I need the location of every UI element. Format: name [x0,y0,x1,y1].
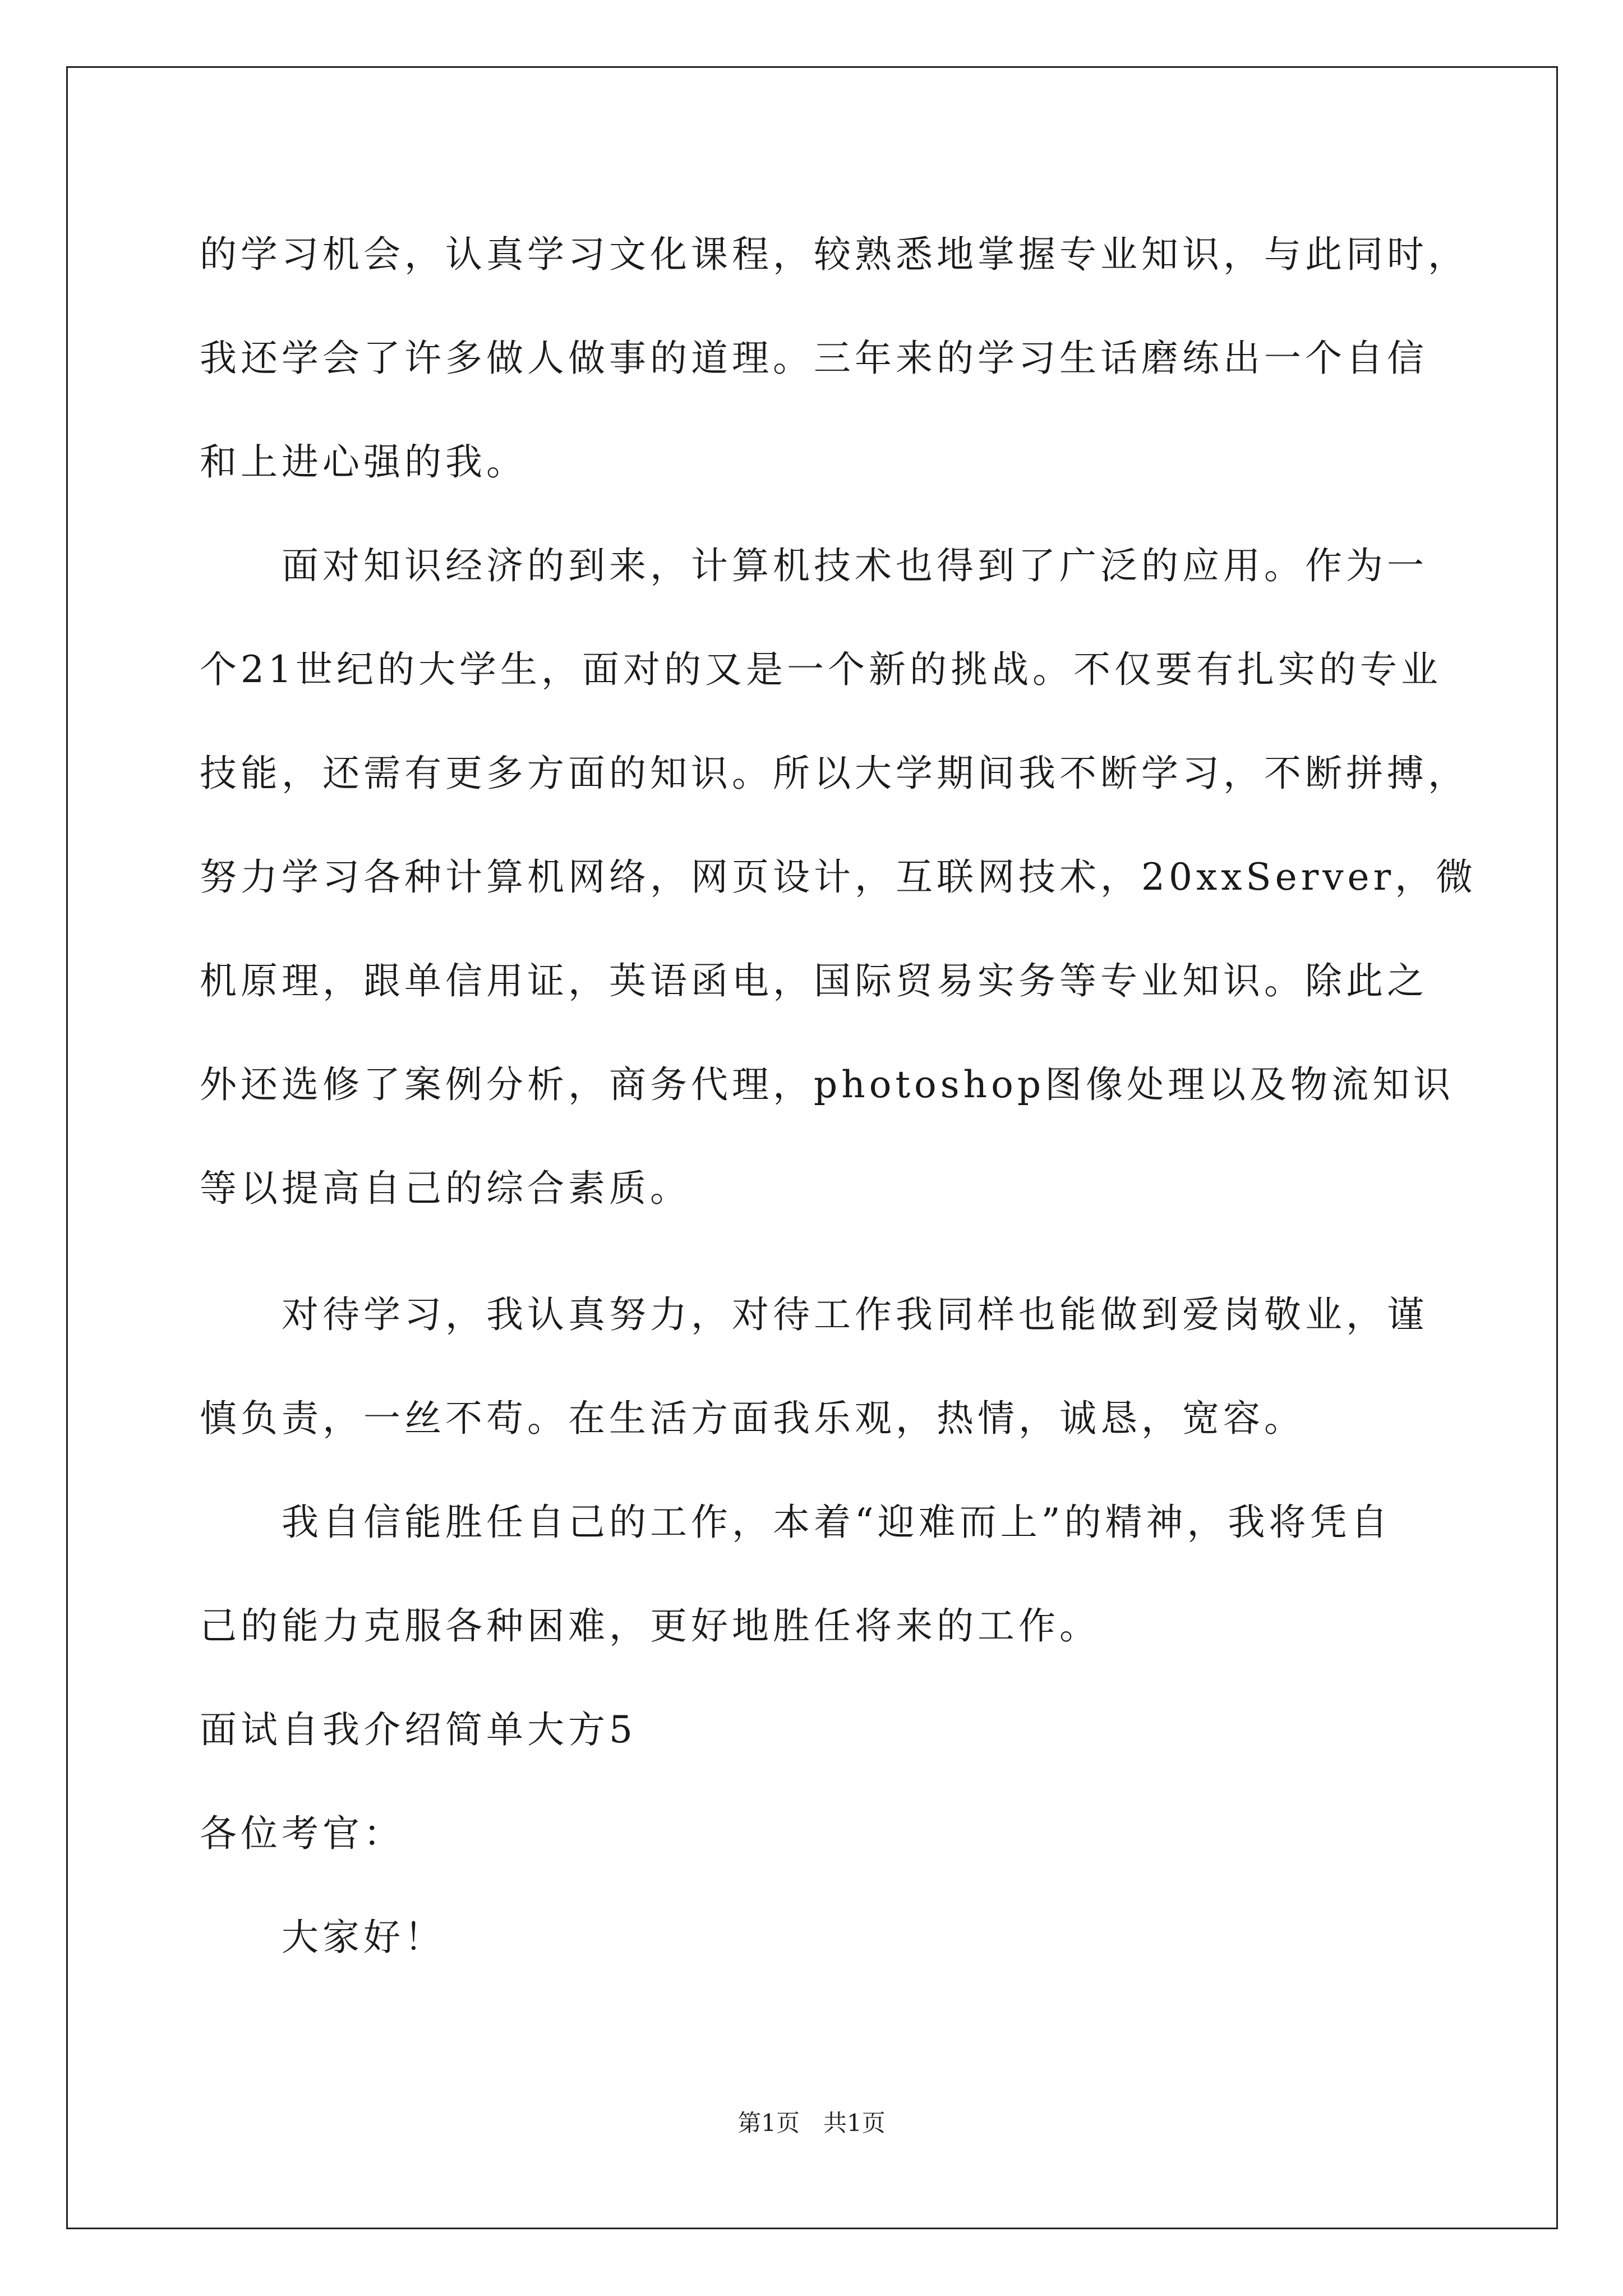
text-line: 我还学会了许多做人做事的道理。三年来的学习生话磨练出一个自信 [200,337,1428,380]
greeting: 大家好！ [282,1916,445,1959]
text-line: 的学习机会，认真学习文化课程，较熟悉地掌握专业知识，与此同时， [200,233,1469,276]
salutation: 各位考官： [200,1812,404,1855]
paragraph-first-line: 面对知识经济的到来，计算机技术也得到了广泛的应用。作为一 [282,544,1428,587]
text-line: 慎负责，一丝不苟。在生活方面我乐观，热情，诚恳，宽容。 [200,1397,1305,1440]
text-line: 外还选修了案例分析，商务代理，photoshop图像处理以及物流知识 [200,1063,1455,1106]
paragraph-first-line: 对待学习，我认真努力，对待工作我同样也能做到爱岗敬业，谨 [282,1293,1428,1336]
text-line: 和上进心强的我。 [200,440,527,484]
page-border [66,66,1558,2229]
text-line: 努力学习各种计算机网络，网页设计，互联网技术，20xxServer，微 [200,855,1477,899]
paragraph-first-line: 我自信能胜任自己的工作，本着“迎难而上”的精神，我将凭自 [282,1501,1392,1544]
text-line: 机原理，跟单信用证，英语函电，国际贸易实务等专业知识。除此之 [200,959,1428,1002]
page-number-footer: 第1页 共1页 [737,2109,886,2137]
text-line: 个21世纪的大学生，面对的又是一个新的挑战。不仅要有扎实的专业 [200,648,1442,691]
text-line: 己的能力克服各种困难，更好地胜任将来的工作。 [200,1604,1100,1648]
text-line: 等以提高自己的综合素质。 [200,1167,691,1210]
section-heading: 面试自我介绍简单大方5 [200,1708,637,1751]
text-line: 技能，还需有更多方面的知识。所以大学期间我不断学习，不断拼搏， [200,752,1469,795]
